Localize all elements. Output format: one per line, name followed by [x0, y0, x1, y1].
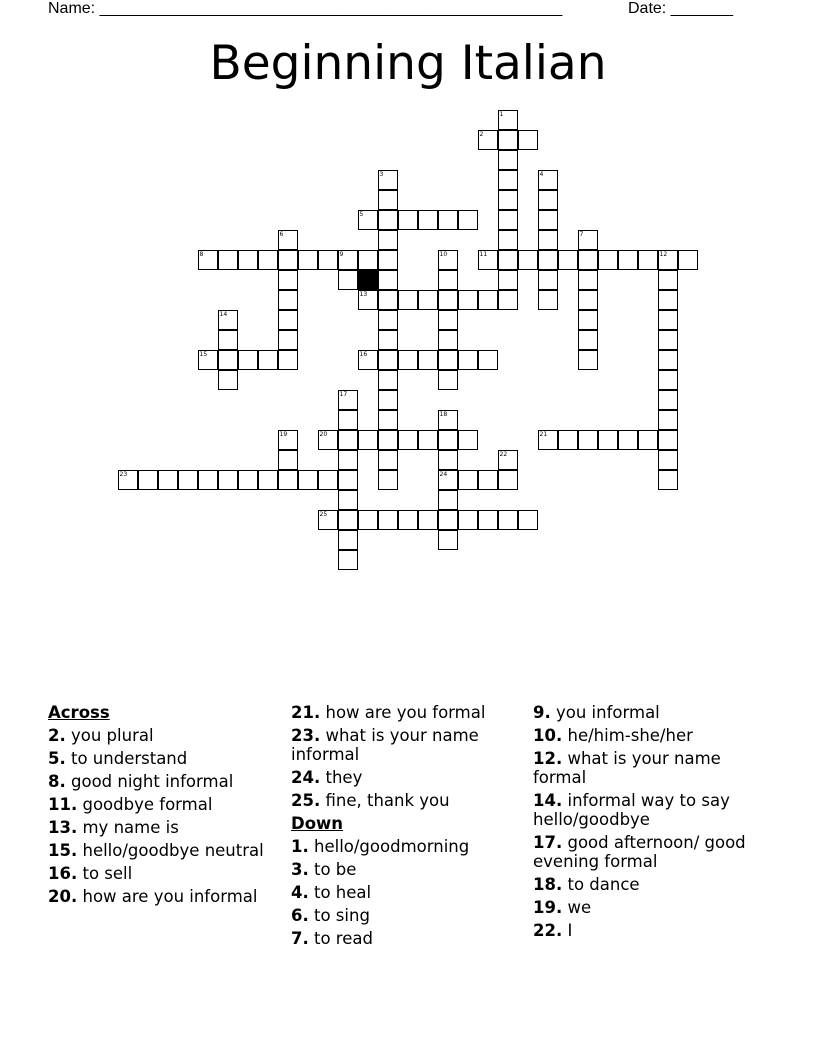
clue-item-number: 2. — [48, 726, 66, 745]
grid-cell[interactable] — [438, 350, 458, 370]
grid-cell[interactable] — [498, 150, 518, 170]
clue-number: 17 — [339, 390, 348, 398]
grid-cell[interactable] — [278, 310, 298, 330]
clue-item-text: he/him-she/her — [567, 726, 693, 745]
grid-cell[interactable] — [218, 370, 238, 390]
grid-cell[interactable] — [418, 290, 438, 310]
date-line: Date: _______ — [628, 0, 733, 17]
name-line: Name: ____________________________________________________ — [48, 0, 563, 17]
grid-cell[interactable] — [498, 290, 518, 310]
grid-cell[interactable] — [498, 450, 518, 470]
grid-cell[interactable] — [498, 110, 518, 130]
grid-cell[interactable] — [278, 470, 298, 490]
clue-item — [48, 749, 283, 768]
grid-cell[interactable] — [538, 170, 558, 190]
grid-cell[interactable] — [298, 470, 318, 490]
clue-item-number: 19. — [533, 898, 563, 917]
clue-item — [291, 703, 526, 722]
grid-cell[interactable] — [478, 130, 498, 150]
clue-heading: Across — [48, 703, 110, 722]
clue-item-number: 17. — [533, 833, 563, 852]
grid-cell[interactable] — [278, 330, 298, 350]
grid-cell[interactable] — [658, 350, 678, 370]
grid-cell[interactable] — [518, 250, 538, 270]
clue-column-3 — [533, 703, 773, 944]
grid-cell[interactable] — [658, 310, 678, 330]
clue-item-text: to heal — [314, 883, 372, 902]
grid-cell[interactable] — [518, 130, 538, 150]
grid-cell[interactable] — [378, 270, 398, 290]
grid-cell[interactable] — [278, 250, 298, 270]
grid-cell[interactable] — [358, 250, 378, 270]
page-title: Beginning Italian — [209, 36, 607, 91]
grid-cell[interactable] — [438, 370, 458, 390]
clue-number: 2 — [479, 130, 484, 138]
clue-item — [48, 841, 283, 860]
grid-cell[interactable] — [478, 470, 498, 490]
grid-cell[interactable] — [338, 510, 358, 530]
clue-item — [291, 860, 526, 879]
grid-cell[interactable] — [638, 250, 658, 270]
grid-cell[interactable] — [498, 170, 518, 190]
grid-cell[interactable] — [198, 250, 218, 270]
grid-cell[interactable] — [498, 470, 518, 490]
grid-cell[interactable] — [558, 430, 578, 450]
clue-item — [291, 726, 526, 764]
grid-cell[interactable] — [458, 290, 478, 310]
grid-cell[interactable] — [538, 230, 558, 250]
clue-item-text: to read — [314, 929, 373, 948]
clue-item-number: 6. — [291, 906, 309, 925]
grid-cell[interactable] — [478, 510, 498, 530]
clue-item — [48, 726, 283, 745]
grid-cell[interactable] — [378, 350, 398, 370]
grid-cell[interactable] — [258, 350, 278, 370]
grid-cell[interactable] — [278, 350, 298, 370]
grid-cell[interactable] — [358, 350, 378, 370]
grid-cell[interactable] — [578, 350, 598, 370]
clue-item-number: 3. — [291, 860, 309, 879]
clue-item-number: 22. — [533, 921, 563, 940]
grid-cell[interactable] — [238, 250, 258, 270]
grid-cell[interactable] — [378, 330, 398, 350]
clue-number: 11 — [479, 250, 488, 258]
grid-cell[interactable] — [278, 270, 298, 290]
grid-cell[interactable] — [338, 390, 358, 410]
grid-cell[interactable] — [658, 470, 678, 490]
grid-cell[interactable] — [378, 230, 398, 250]
grid-cell[interactable] — [438, 430, 458, 450]
clue-item-number: 15. — [48, 841, 78, 860]
grid-cell[interactable] — [378, 210, 398, 230]
clue-item-text: I — [567, 921, 573, 940]
clue-item-text: you plural — [71, 726, 154, 745]
clue-number: 24 — [439, 470, 448, 478]
clue-item-number: 25. — [291, 791, 321, 810]
clue-item-text: my name is — [82, 818, 179, 837]
clue-number: 21 — [539, 430, 548, 438]
clue-item — [48, 864, 283, 883]
clue-number: 20 — [319, 430, 328, 438]
clue-item — [533, 749, 773, 787]
clue-number: 13 — [359, 290, 368, 298]
clue-item-text: how are you formal — [325, 703, 486, 722]
grid-cell[interactable] — [498, 210, 518, 230]
clue-item-number: 16. — [48, 864, 78, 883]
grid-cell[interactable] — [358, 510, 378, 530]
grid-cell[interactable] — [578, 270, 598, 290]
grid-cell[interactable] — [578, 430, 598, 450]
grid-cell[interactable] — [418, 210, 438, 230]
grid-cell[interactable] — [518, 510, 538, 530]
grid-cell[interactable] — [498, 250, 518, 270]
clue-item-text: good afternoon/ good evening formal — [533, 833, 746, 871]
clue-number: 3 — [379, 170, 384, 178]
grid-cell[interactable] — [378, 310, 398, 330]
clue-item-text: to sell — [82, 864, 133, 883]
clue-item-number: 9. — [533, 703, 551, 722]
grid-cell[interactable] — [538, 430, 558, 450]
grid-cell[interactable] — [458, 350, 478, 370]
clue-number: 15 — [199, 350, 208, 358]
grid-cell[interactable] — [338, 410, 358, 430]
clue-item-text: hello/goodbye neutral — [82, 841, 264, 860]
clue-number: 14 — [219, 310, 228, 318]
clue-number: 10 — [439, 250, 448, 258]
grid-cell[interactable] — [218, 310, 238, 330]
clue-item-number: 13. — [48, 818, 78, 837]
clue-item-text: they — [325, 768, 363, 787]
grid-cell[interactable] — [578, 250, 598, 270]
grid-cell[interactable] — [438, 250, 458, 270]
clue-number: 25 — [319, 510, 328, 518]
grid-cell[interactable] — [498, 130, 518, 150]
grid-cell[interactable] — [418, 430, 438, 450]
grid-cell[interactable] — [458, 430, 478, 450]
grid-cell[interactable] — [538, 210, 558, 230]
clue-item-number: 5. — [48, 749, 66, 768]
grid-cell[interactable] — [378, 510, 398, 530]
grid-cell[interactable] — [118, 470, 138, 490]
clue-item — [48, 795, 283, 814]
clue-item-text: hello/goodmorning — [314, 837, 470, 856]
clue-number: 6 — [279, 230, 284, 238]
grid-cell[interactable] — [158, 470, 178, 490]
grid-cell[interactable] — [578, 290, 598, 310]
grid-cell[interactable] — [438, 270, 458, 290]
clue-item-text: to be — [314, 860, 357, 879]
grid-cell[interactable] — [378, 370, 398, 390]
grid-cell[interactable] — [538, 250, 558, 270]
grid-cell[interactable] — [358, 210, 378, 230]
grid-cell[interactable] — [478, 290, 498, 310]
grid-cell[interactable] — [538, 270, 558, 290]
grid-cell[interactable] — [398, 350, 418, 370]
grid-cell[interactable] — [338, 270, 358, 290]
grid-cell[interactable] — [338, 530, 358, 550]
clue-item-number: 11. — [48, 795, 78, 814]
grid-cell[interactable] — [458, 470, 478, 490]
clue-number: 1 — [499, 110, 504, 118]
grid-cell[interactable] — [538, 190, 558, 210]
grid-cell[interactable] — [318, 510, 338, 530]
grid-cell[interactable] — [658, 370, 678, 390]
grid-cell[interactable] — [618, 250, 638, 270]
grid-cell[interactable] — [658, 250, 678, 270]
grid-cell[interactable] — [438, 450, 458, 470]
grid-cell[interactable] — [378, 190, 398, 210]
grid-cell[interactable] — [458, 510, 478, 530]
grid-cell[interactable] — [438, 210, 458, 230]
grid-cell[interactable] — [398, 290, 418, 310]
clue-item-number: 23. — [291, 726, 321, 745]
grid-cell[interactable] — [298, 250, 318, 270]
clue-item-text: we — [567, 898, 592, 917]
grid-cell[interactable] — [198, 470, 218, 490]
clue-item-text: informal way to say hello/goodbye — [533, 791, 730, 829]
clue-item-number: 24. — [291, 768, 321, 787]
clue-item-text: good night informal — [71, 772, 234, 791]
clue-item — [291, 837, 526, 856]
clue-item-number: 20. — [48, 887, 78, 906]
grid-cell[interactable] — [598, 250, 618, 270]
grid-cell[interactable] — [338, 490, 358, 510]
grid-cell[interactable] — [278, 450, 298, 470]
grid-cell[interactable] — [278, 430, 298, 450]
grid-cell[interactable] — [658, 390, 678, 410]
grid-cell[interactable] — [278, 290, 298, 310]
grid-cell[interactable] — [558, 250, 578, 270]
grid-cell[interactable] — [418, 350, 438, 370]
grid-cell[interactable] — [198, 350, 218, 370]
grid-cell[interactable] — [478, 350, 498, 370]
grid-cell[interactable] — [358, 430, 378, 450]
clue-item — [533, 898, 773, 917]
clue-item-text: you informal — [556, 703, 660, 722]
grid-cell[interactable] — [438, 490, 458, 510]
grid-cell[interactable] — [438, 410, 458, 430]
grid-cell[interactable] — [598, 430, 618, 450]
clue-item — [533, 791, 773, 829]
clue-item-number: 4. — [291, 883, 309, 902]
clue-item-text: what is your name informal — [291, 726, 479, 764]
grid-cell[interactable] — [578, 330, 598, 350]
clue-item-number: 12. — [533, 749, 563, 768]
clue-number: 7 — [579, 230, 584, 238]
grid-cell[interactable] — [658, 430, 678, 450]
clue-number: 18 — [439, 410, 448, 418]
grid-cell[interactable] — [338, 250, 358, 270]
grid-cell[interactable] — [378, 470, 398, 490]
clue-item-number: 18. — [533, 875, 563, 894]
grid-cell[interactable] — [378, 250, 398, 270]
grid-cell[interactable] — [438, 530, 458, 550]
grid-cell[interactable] — [218, 330, 238, 350]
grid-cell[interactable] — [378, 410, 398, 430]
clue-item-text: fine, thank you — [325, 791, 450, 810]
grid-cell[interactable] — [338, 470, 358, 490]
clue-item — [291, 883, 526, 902]
grid-cell[interactable] — [238, 350, 258, 370]
clue-number: 19 — [279, 430, 288, 438]
clue-item — [48, 887, 283, 906]
grid-cell[interactable] — [418, 510, 438, 530]
clue-number: 23 — [119, 470, 128, 478]
grid-cell[interactable] — [438, 470, 458, 490]
grid-cell[interactable] — [658, 330, 678, 350]
clue-number: 9 — [339, 250, 344, 258]
grid-cell[interactable] — [578, 310, 598, 330]
grid-cell[interactable] — [238, 470, 258, 490]
grid-cell[interactable] — [498, 230, 518, 250]
black-cell — [358, 270, 378, 290]
clue-item-number: 10. — [533, 726, 563, 745]
clue-item-text: to sing — [314, 906, 370, 925]
grid-cell[interactable] — [498, 510, 518, 530]
clue-item — [291, 768, 526, 787]
clue-item — [533, 726, 773, 745]
clue-item-text: how are you informal — [82, 887, 258, 906]
grid-cell[interactable] — [338, 430, 358, 450]
clue-item — [291, 929, 526, 948]
clue-item-number: 8. — [48, 772, 66, 791]
grid-cell[interactable] — [438, 510, 458, 530]
grid-cell[interactable] — [378, 170, 398, 190]
grid-cell[interactable] — [578, 230, 598, 250]
grid-cell[interactable] — [398, 430, 418, 450]
clue-item — [291, 791, 526, 810]
grid-cell[interactable] — [438, 330, 458, 350]
clue-item-number: 14. — [533, 791, 563, 810]
grid-cell[interactable] — [658, 290, 678, 310]
clue-item — [533, 703, 773, 722]
clue-item-text: to dance — [567, 875, 640, 894]
grid-cell[interactable] — [618, 430, 638, 450]
clue-item-text: what is your name formal — [533, 749, 721, 787]
clue-item — [48, 772, 283, 791]
clue-number: 16 — [359, 350, 368, 358]
grid-cell[interactable] — [378, 430, 398, 450]
grid-cell[interactable] — [438, 310, 458, 330]
clue-number: 5 — [359, 210, 364, 218]
clue-item-text: to understand — [71, 749, 188, 768]
grid-cell[interactable] — [378, 390, 398, 410]
clue-item-number: 21. — [291, 703, 321, 722]
grid-cell[interactable] — [498, 190, 518, 210]
grid-cell[interactable] — [338, 550, 358, 570]
clue-number: 8 — [199, 250, 204, 258]
clue-column-1 — [48, 703, 283, 910]
grid-cell[interactable] — [218, 470, 238, 490]
grid-cell[interactable] — [678, 250, 698, 270]
grid-cell[interactable] — [658, 270, 678, 290]
grid-cell[interactable] — [218, 250, 238, 270]
grid-cell[interactable] — [398, 210, 418, 230]
clue-item — [533, 875, 773, 894]
clue-column-2 — [291, 703, 526, 952]
grid-cell[interactable] — [258, 250, 278, 270]
clue-number: 4 — [539, 170, 544, 178]
clue-item-number: 7. — [291, 929, 309, 948]
grid-cell[interactable] — [138, 470, 158, 490]
grid-cell[interactable] — [318, 470, 338, 490]
grid-cell[interactable] — [658, 410, 678, 430]
clue-item-number: 1. — [291, 837, 309, 856]
grid-cell[interactable] — [378, 290, 398, 310]
grid-cell[interactable] — [338, 450, 358, 470]
grid-cell[interactable] — [398, 510, 418, 530]
clue-item — [533, 833, 773, 871]
grid-cell[interactable] — [478, 250, 498, 270]
grid-cell[interactable] — [538, 290, 558, 310]
clue-item — [533, 921, 773, 940]
grid-cell[interactable] — [218, 350, 238, 370]
clue-heading: Down — [291, 814, 344, 833]
clue-item — [48, 818, 283, 837]
grid-cell[interactable] — [258, 470, 278, 490]
grid-cell[interactable] — [378, 450, 398, 470]
grid-cell[interactable] — [318, 250, 338, 270]
grid-cell[interactable] — [318, 430, 338, 450]
grid-cell[interactable] — [438, 290, 458, 310]
grid-cell[interactable] — [178, 470, 198, 490]
grid-cell[interactable] — [498, 270, 518, 290]
clue-number: 22 — [499, 450, 508, 458]
grid-cell[interactable] — [358, 290, 378, 310]
grid-cell[interactable] — [458, 210, 478, 230]
grid-cell[interactable] — [658, 450, 678, 470]
grid-cell[interactable] — [278, 230, 298, 250]
clue-item — [291, 906, 526, 925]
clue-item-text: goodbye formal — [82, 795, 213, 814]
clue-number: 12 — [659, 250, 668, 258]
grid-cell[interactable] — [638, 430, 658, 450]
